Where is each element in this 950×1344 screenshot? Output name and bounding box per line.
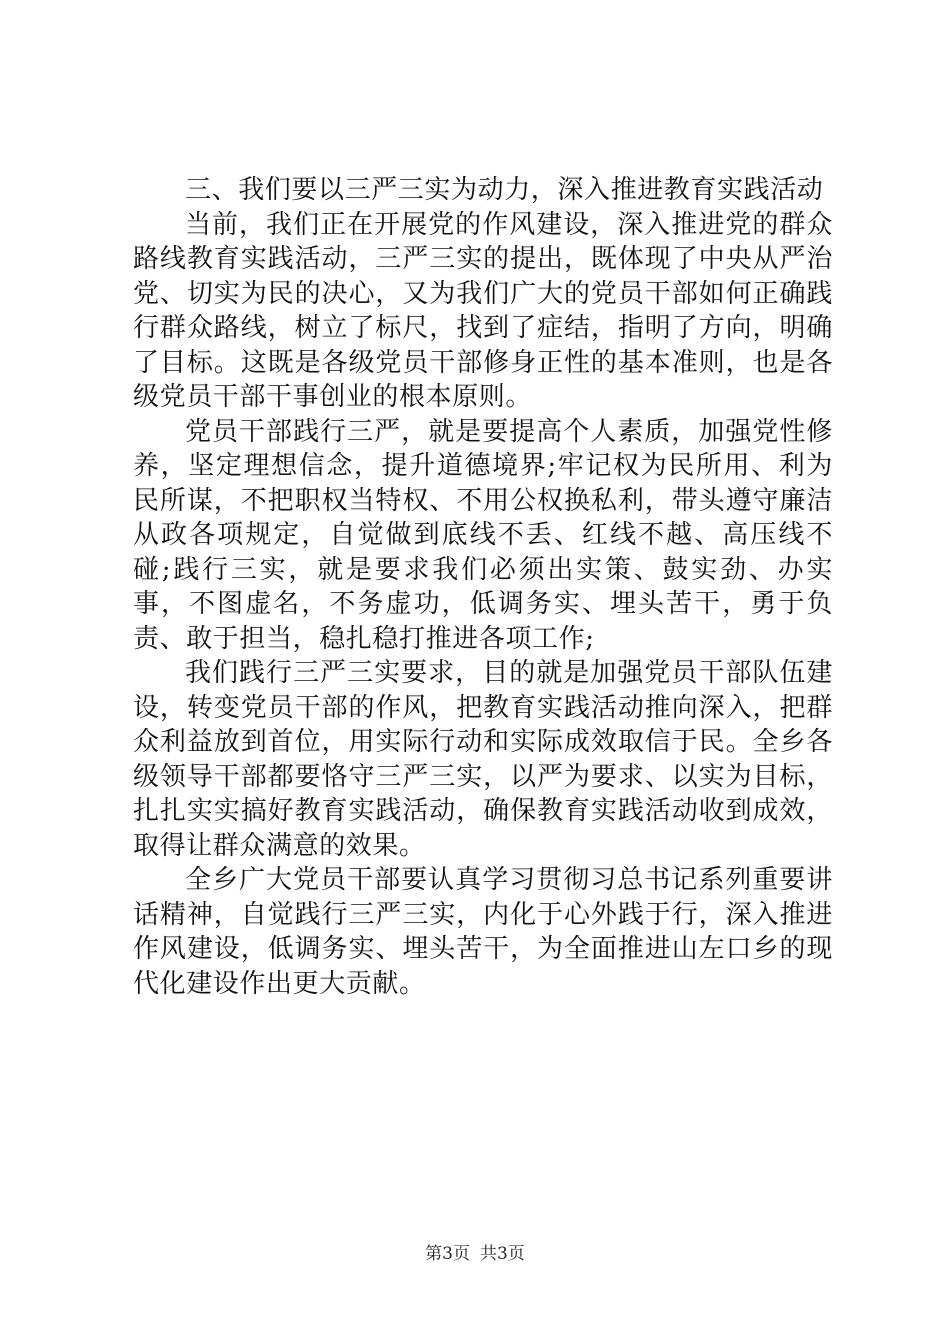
paragraph-2: 党员干部践行三严，就是要提高个人素质，加强党性修养，坚定理想信念，提升道德境界;牢记权为民所用、利为民所谋，不把职权当特权、不用公权换私利，带头遵守廉洁从政各项规定，自觉做到底线不丢、红线不越、高压线不碰;践行三实，就是要求我们必须出实策、鼓实劲、办实事，不图虚名，不务虚功，低调务实、埋头苦干，勇于负责、敢于担当，稳扎稳打推进各项工作;	[133, 416, 833, 654]
page-total: 共3页	[480, 1244, 525, 1264]
paragraph-3: 我们践行三严三实要求，目的就是加强党员干部队伍建设，转变党员干部的作风，把教育实践活动推向深入，把群众利益放到首位，用实际行动和实际成效取信于民。全乡各级领导干部都要恪守三严三实，以严为要求、以实为目标，扎扎实实搞好教育实践活动，确保教育实践活动收到成效，取得让群众满意的效果。	[133, 658, 833, 861]
page-number: 第3页	[425, 1244, 470, 1264]
section-heading: 三、我们要以三严三实为动力，深入推进教育实践活动	[185, 175, 824, 205]
paragraph-1: 当前，我们正在开展党的作风建设，深入推进党的群众路线教育实践活动，三严三实的提出，既体现了中央从严治党、切实为民的决心，又为我们广大的党员干部如何正确践行群众路线，树立了标尺，找到了症结，指明了方向，明确了目标。这既是各级党员干部修身正性的基本准则，也是各级党员干部干事创业的根本原则。	[133, 209, 833, 412]
document-body	[133, 173, 833, 1001]
paragraph-4: 全乡广大党员干部要认真学习贯彻习总书记系列重要讲话精神，自觉践行三严三实，内化于心外践于行，深入推进作风建设，低调务实、埋头苦干，为全面推进山左口乡的现代化建设作出更大贡献。	[133, 865, 833, 999]
page-footer	[0, 1243, 950, 1265]
